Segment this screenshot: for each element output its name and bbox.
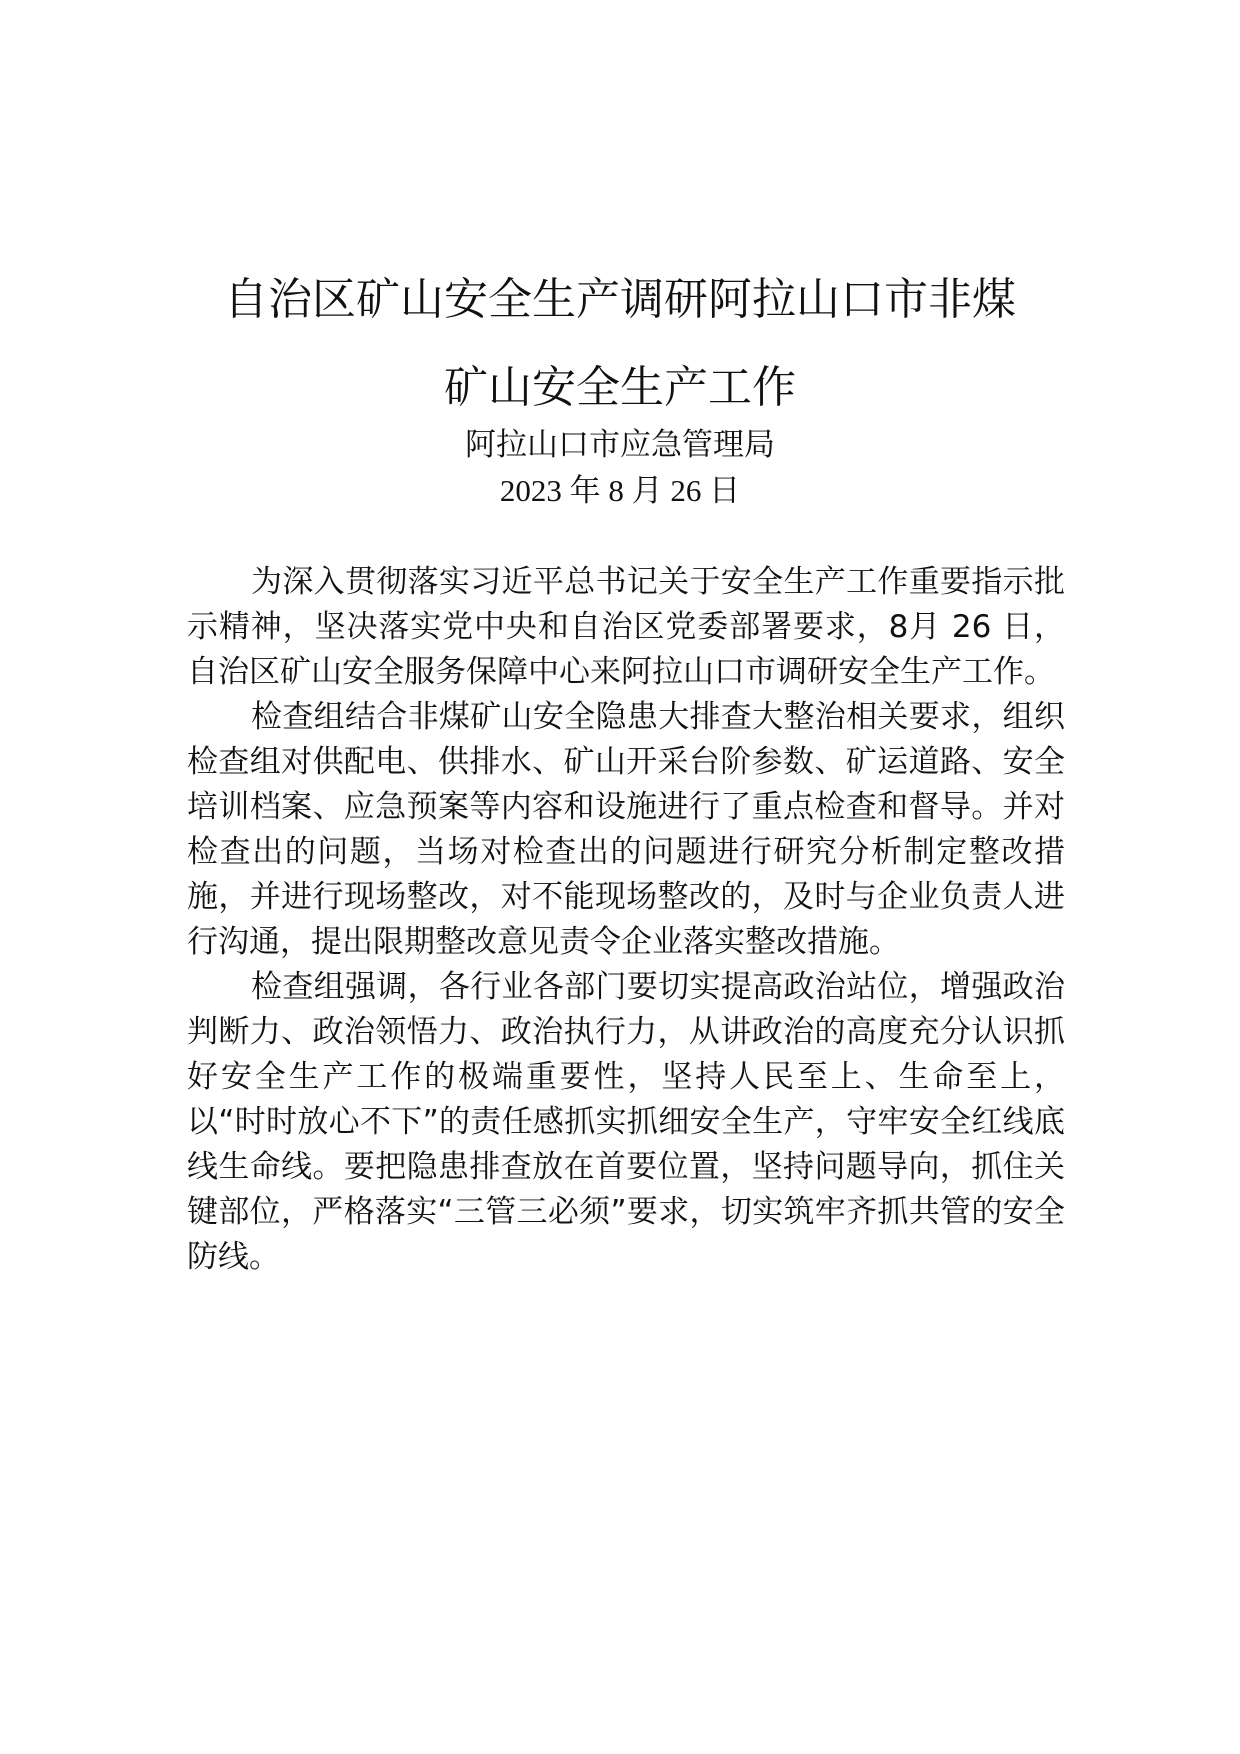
issuing-organization: 阿拉山口市应急管理局 — [465, 427, 775, 463]
document-title — [120, 256, 1120, 432]
title-line-2: 矿山安全生产工作 — [444, 362, 796, 413]
issue-date: 2023 年 8 月 26 日 — [499, 473, 741, 508]
body-paragraph-3: 检查组强调，各行业各部门要切实提高政治站位，增强政治判断力、政治领悟力、政治执行力，从讲政治的高度充分认识抓好安全生产工作的极端重要性，坚持人民至上、生命至上，以“时时放心不下”的责任感抓实抓细安全生产，守牢安全红线底线生命线。要把隐患排查放在首要位置，坚持问题导向，抓住关键部位，严格落实“三管三必须”要求，切实筑牢齐抓共管的安全防线。 — [187, 969, 1065, 1275]
title-line-1: 自治区矿山安全生产调研阿拉山口市非煤 — [224, 274, 1016, 325]
document-body — [187, 560, 1065, 1280]
body-paragraph-2: 检查组结合非煤矿山安全隐患大排查大整治相关要求，组织检查组对供配电、供排水、矿山开采台阶参数、矿运道路、安全培训档案、应急预案等内容和设施进行了重点检查和督导。并对检查出的问题，当场对检查出的问题进行研究分析制定整改措施，并进行现场整改，对不能现场整改的，及时与企业负责人进行沟通，提出限期整改意见责令企业落实整改措施。 — [187, 699, 1065, 960]
body-paragraph-1: 为深入贯彻落实习近平总书记关于安全生产工作重要指示批示精神，坚决落实党中央和自治区党委部署要求，8月 26 日，自治区矿山安全服务保障中心来阿拉山口市调研安全生产工作。 — [187, 564, 1065, 690]
document-meta — [120, 422, 1120, 514]
